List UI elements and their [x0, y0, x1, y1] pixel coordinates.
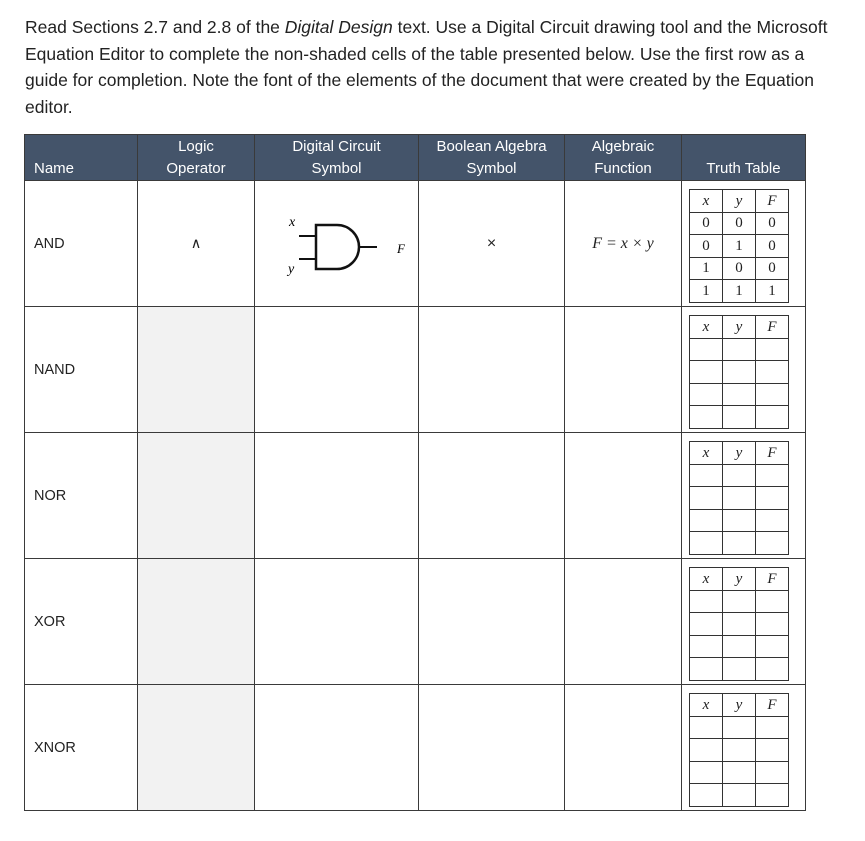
header-circuit-symbol: Digital Circuit Symbol	[255, 135, 419, 181]
cell-circuit-and[interactable]	[255, 181, 419, 307]
gate-input-x-label: x	[288, 214, 295, 230]
table-row-and	[25, 181, 806, 307]
book-title: Digital Design	[284, 17, 393, 37]
and-gate-icon	[267, 204, 407, 284]
truth-table-nor[interactable]: x y F	[689, 441, 789, 555]
cell-truth-table-nor	[682, 433, 806, 559]
cell-truth-table-nand	[682, 307, 806, 433]
cell-logic-operator-xnor	[138, 685, 255, 811]
cell-circuit-nand[interactable]	[255, 307, 419, 433]
table-row-xnor	[25, 685, 806, 811]
truth-table-and: x y F 0 0 0 0 1 0 1 0 0 1 1 1	[689, 189, 789, 303]
cell-circuit-xor[interactable]	[255, 559, 419, 685]
cell-algebraic-function-and[interactable]: F = x × y	[565, 181, 682, 307]
cell-logic-operator-and[interactable]: ∧	[138, 181, 255, 307]
cell-truth-table-and	[682, 181, 806, 307]
header-logic-operator: Logic Operator	[138, 135, 255, 181]
cell-boolean-symbol-nor[interactable]	[419, 433, 565, 559]
cell-name-nand: NAND	[25, 307, 138, 433]
cell-logic-operator-xor	[138, 559, 255, 685]
cell-name-nor: NOR	[25, 433, 138, 559]
cell-circuit-nor[interactable]	[255, 433, 419, 559]
instructions-paragraph	[25, 14, 845, 120]
cell-algebraic-function-nand[interactable]	[565, 307, 682, 433]
header-name: Name	[25, 135, 138, 181]
cell-boolean-symbol-nand[interactable]	[419, 307, 565, 433]
instructions-part1: Read Sections 2.7 and 2.8 of the	[25, 17, 285, 37]
header-row	[25, 135, 806, 181]
cell-name-xnor: XNOR	[25, 685, 138, 811]
table-row-nand	[25, 307, 806, 433]
cell-name-and: AND	[25, 181, 138, 307]
cell-truth-table-xor	[682, 559, 806, 685]
logic-gates-table	[24, 134, 806, 811]
gate-output-f-label: F	[396, 240, 405, 256]
cell-boolean-symbol-xor[interactable]	[419, 559, 565, 685]
header-truth-table: Truth Table	[682, 135, 806, 181]
header-boolean-symbol: Boolean Algebra Symbol	[419, 135, 565, 181]
cell-algebraic-function-xor[interactable]	[565, 559, 682, 685]
cell-logic-operator-nor	[138, 433, 255, 559]
cell-truth-table-xnor	[682, 685, 806, 811]
cell-logic-operator-nand	[138, 307, 255, 433]
truth-table-xor[interactable]: x y F	[689, 567, 789, 681]
cell-name-xor: XOR	[25, 559, 138, 685]
truth-table-xnor[interactable]: x y F	[689, 693, 789, 807]
gate-input-y-label: y	[287, 261, 294, 277]
cell-boolean-symbol-and[interactable]: ×	[419, 181, 565, 307]
cell-circuit-xnor[interactable]	[255, 685, 419, 811]
truth-table-nand[interactable]: x y F	[689, 315, 789, 429]
table-row-xor	[25, 559, 806, 685]
instructions-part2: text. Use a Digital Circuit drawing tool and the Microsoft Equation Editor to complete the non-shaded cells of the table presented below. Use the first row as a guide for completion. Note the font of the elements of the document that were created by the Equation editor.	[25, 17, 828, 117]
cell-algebraic-function-xnor[interactable]	[565, 685, 682, 811]
header-algebraic-function: Algebraic Function	[565, 135, 682, 181]
cell-boolean-symbol-xnor[interactable]	[419, 685, 565, 811]
cell-algebraic-function-nor[interactable]	[565, 433, 682, 559]
table-row-nor	[25, 433, 806, 559]
